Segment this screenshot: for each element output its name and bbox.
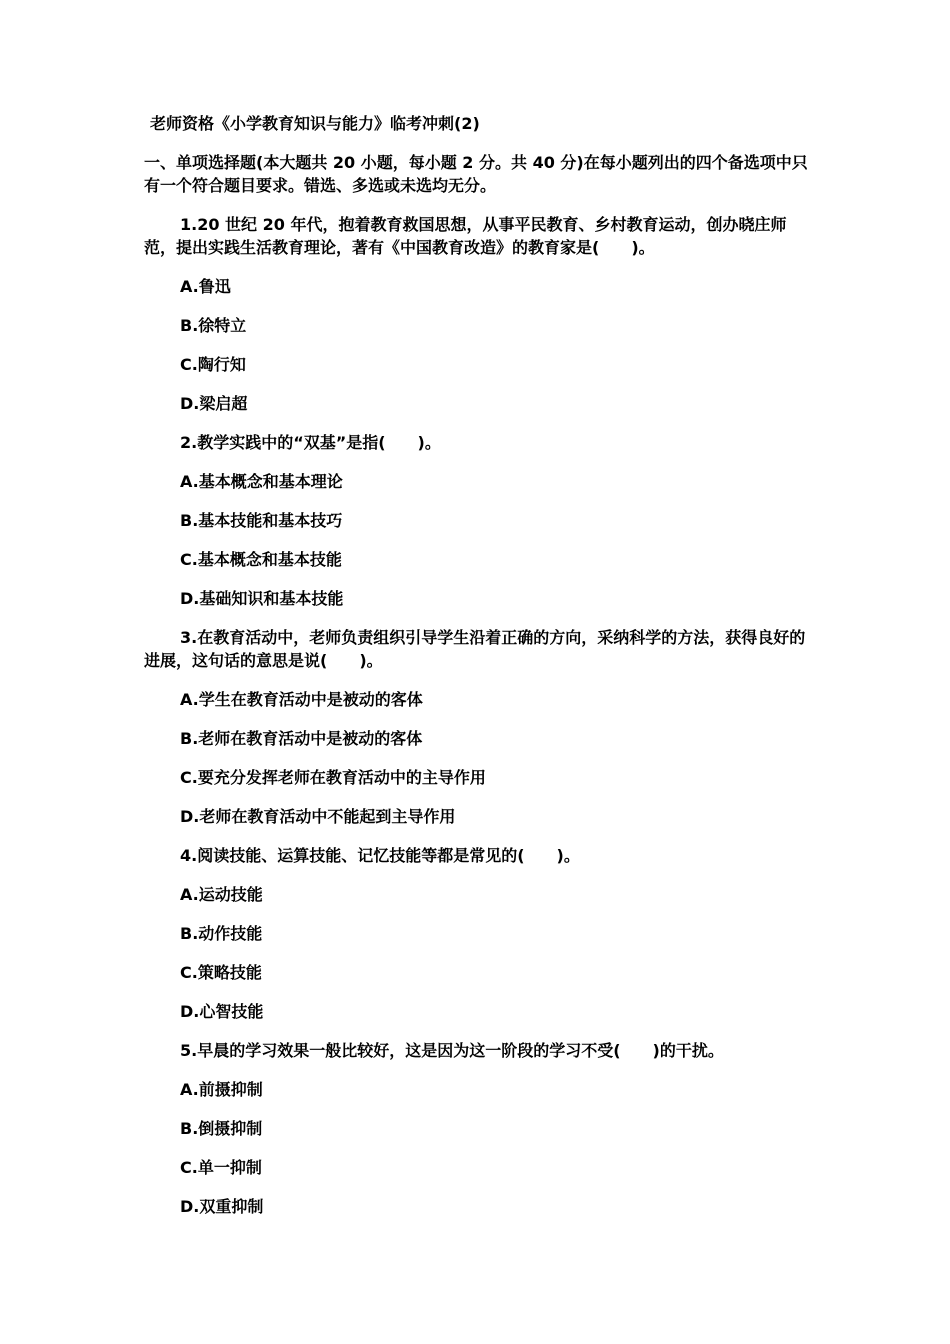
question-1-option-a: A.鲁迅	[180, 277, 231, 296]
question-5-stem: 5.早晨的学习效果一般比较好，这是因为这一阶段的学习不受( )的干扰。	[180, 1041, 724, 1060]
question-5-option-a: A.前摄抑制	[180, 1080, 263, 1099]
question-5-option-d: D.双重抑制	[180, 1197, 264, 1216]
question-1-option-c: C.陶行知	[180, 355, 246, 374]
question-5-option-c: C.单一抑制	[180, 1158, 262, 1177]
question-3-option-b: B.老师在教育活动中是被动的客体	[180, 729, 423, 748]
section-instructions: 一、单项选择题(本大题共 20 小题，每小题 2 分。共 40 分)在每小题列出的四个备选项中只有一个符合题目要求。错选、多选或未选均无分。	[144, 153, 808, 195]
question-4-option-a: A.运动技能	[180, 885, 263, 904]
question-5-option-b: B.倒摄抑制	[180, 1119, 263, 1138]
question-1-option-b: B.徐特立	[180, 316, 247, 335]
question-1-option-d: D.梁启超	[180, 394, 248, 413]
question-2-option-a: A.基本概念和基本理论	[180, 472, 343, 491]
question-1-stem: 1.20 世纪 20 年代，抱着教育救国思想，从事平民教育、乡村教育运动，创办晓庄师范，提出实践生活教育理论，著有《中国教育改造》的教育家是( )。	[144, 215, 787, 257]
question-2-option-d: D.基础知识和基本技能	[180, 589, 344, 608]
document-page	[144, 112, 808, 1234]
question-2-stem: 2.教学实践中的“双基”是指( )。	[180, 433, 441, 452]
document-title: 老师资格《小学教育知识与能力》临考冲刺(2)	[150, 114, 480, 133]
question-4-stem: 4.阅读技能、运算技能、记忆技能等都是常见的( )。	[180, 846, 580, 865]
question-4-option-c: C.策略技能	[180, 963, 262, 982]
question-3-stem: 3.在教育活动中，老师负责组织引导学生沿着正确的方向，采纳科学的方法，获得良好的进展，这句话的意思是说( )。	[144, 628, 806, 670]
question-3-option-d: D.老师在教育活动中不能起到主导作用	[180, 807, 456, 826]
question-4-option-b: B.动作技能	[180, 924, 263, 943]
question-3-option-a: A.学生在教育活动中是被动的客体	[180, 690, 423, 709]
question-2-option-c: C.基本概念和基本技能	[180, 550, 342, 569]
question-4-option-d: D.心智技能	[180, 1002, 264, 1021]
question-2-option-b: B.基本技能和基本技巧	[180, 511, 343, 530]
question-3-option-c: C.要充分发挥老师在教育活动中的主导作用	[180, 768, 486, 787]
